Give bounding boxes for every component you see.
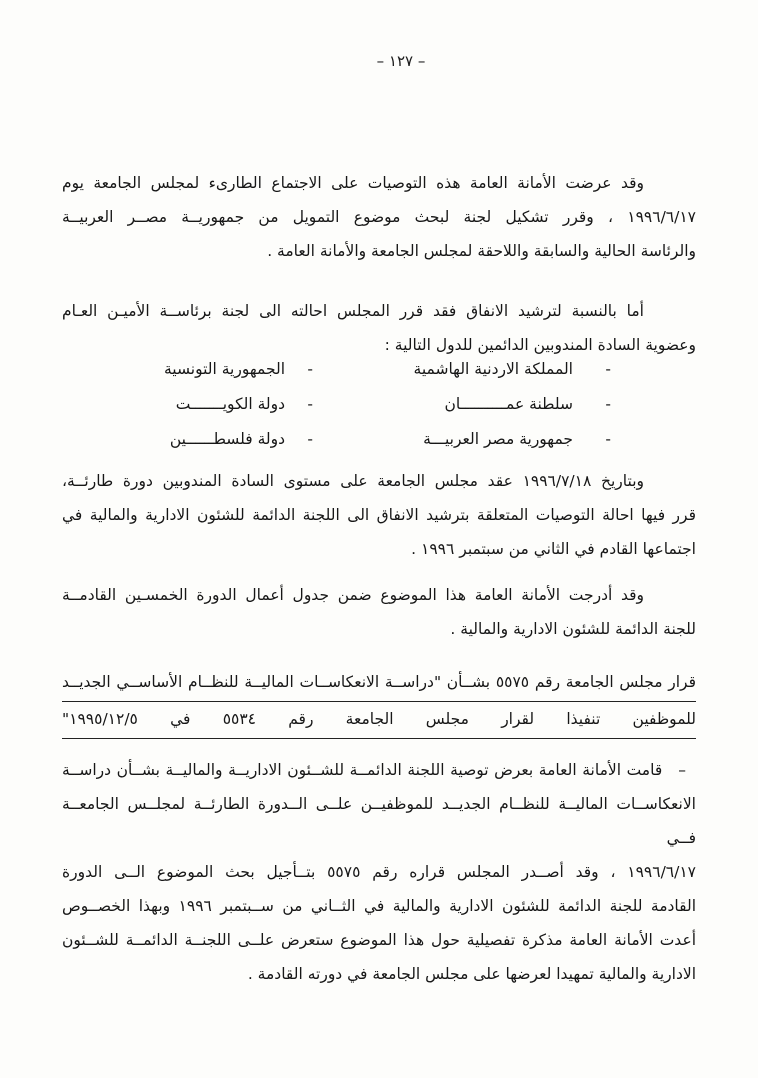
dash-bullet: - bbox=[605, 395, 611, 413]
paragraph-line: القادمة للجنة الدائمة للشئون الادارية والمالية في الثــاني من ســبتمبر ١٩٩٦ وبهذا الخصــوص bbox=[62, 897, 696, 915]
column-gap bbox=[313, 422, 423, 457]
page-number: – ١٢٧ – bbox=[376, 52, 426, 70]
dash-bullet: - bbox=[307, 395, 313, 413]
paragraph-line: قرر فيها احالة التوصيات المتعلقة بترشيد الانفاق الى اللجنة الدائمة للشئون الادارية والمالية في bbox=[62, 506, 696, 524]
paragraph-line: الادارية والمالية تمهيدا لعرضها على مجلس الجامعة في دورته القادمة . bbox=[247, 965, 696, 983]
decision-heading-line: قرار مجلس الجامعة رقم ٥٥٧٥ بشــأن "دراســة الانعكاســات الماليــة للنظــام الأساســي الجديــد bbox=[62, 665, 696, 702]
paragraph-line: للجنة الدائمة للشئون الادارية والمالية . bbox=[450, 620, 696, 638]
country-name: دولة فلسطــــــين bbox=[169, 430, 285, 448]
decision-heading-line: للموظفين تنفيذا لقرار مجلس الجامعة رقم ٥٥٣٤ في ١٩٩٥/١٢/٥" bbox=[62, 702, 696, 739]
paragraph-line: والرئاسة الحالية والسابقة واللاحقة لمجلس الجامعة والأمانة العامة . bbox=[267, 242, 696, 260]
paragraph-line: وبتاريخ ١٩٩٦/٧/١٨ عقد مجلس الجامعة على مستوى السادة المندوبين دورة طارئــة، bbox=[62, 472, 644, 490]
paragraph-line: ١٩٩٦/٦/١٧ ، وقرر تشكيل لجنة لبحث موضوع التمويل من جمهوريــة مصــر العربيــة bbox=[62, 208, 696, 226]
paragraph-line bbox=[62, 753, 696, 787]
paragraph-line: وقد عرضت الأمانة العامة هذه التوصيات على الاجتماع الطارىء لمجلس الجامعة يوم bbox=[62, 174, 644, 192]
country-name: الجمهورية التونسية bbox=[163, 360, 285, 378]
committee-country-list bbox=[62, 352, 696, 457]
paragraph-agenda-item bbox=[62, 578, 696, 646]
country-name: جمهورية مصر العربيـــة bbox=[423, 430, 573, 448]
paragraph-line: وقد أدرجت الأمانة العامة هذا الموضوع ضمن جدول أعمال الدورة الخمسـين القادمــة bbox=[62, 586, 644, 604]
dash-bullet: - bbox=[605, 430, 611, 448]
paragraph-recommendations bbox=[62, 166, 696, 268]
country-row bbox=[62, 422, 696, 457]
paragraph-line: الانعكاســات الماليــة للنظــام الجديــد للموظفيــن علــى الــدورة الطارئــة لمجلــس الجامعــة فــي bbox=[62, 795, 696, 847]
paragraph-financial-implications bbox=[62, 753, 696, 991]
paragraph-line-text: قامت الأمانة العامة بعرض توصية اللجنة الدائمــة للشــئون الاداريــة والماليــة بشــأن دراســة bbox=[62, 761, 663, 779]
column-gap bbox=[313, 387, 423, 422]
country-row bbox=[62, 352, 696, 387]
column-gap bbox=[313, 352, 423, 387]
dash-bullet: - bbox=[307, 430, 313, 448]
list-dash: – bbox=[678, 761, 686, 779]
country-name: سلطنة عمــــــــــان bbox=[444, 395, 573, 413]
paragraph-line: وعضوية السادة المندوبين الدائمين للدول التالية : bbox=[384, 336, 696, 354]
country-name: دولة الكويـــــــت bbox=[175, 395, 285, 413]
dash-bullet: - bbox=[307, 360, 313, 378]
paragraph-line: اجتماعها القادم في الثاني من سبتمبر ١٩٩٦ . bbox=[411, 540, 696, 558]
country-row bbox=[62, 387, 696, 422]
paragraph-council-session bbox=[62, 464, 696, 566]
paragraph-line: أعدت الأمانة العامة مذكرة تفصيلية حول هذا الموضوع ستعرض علــى اللجنــة الدائمــة للشــئون bbox=[62, 931, 696, 949]
paragraph-line: ١٩٩٦/٦/١٧ ، وقد أصــدر المجلس قراره رقم ٥٥٧٥ بتــأجيل بحث الموضوع الــى الدورة bbox=[62, 863, 696, 881]
dash-bullet: - bbox=[605, 360, 611, 378]
country-name: المملكة الاردنية الهاشمية bbox=[413, 360, 573, 378]
paragraph-line: أما بالنسبة لترشيد الانفاق فقد قرر المجلس احالته الى لجنة برئاســة الأميـن العـام bbox=[62, 302, 644, 320]
decision-heading bbox=[62, 665, 696, 739]
